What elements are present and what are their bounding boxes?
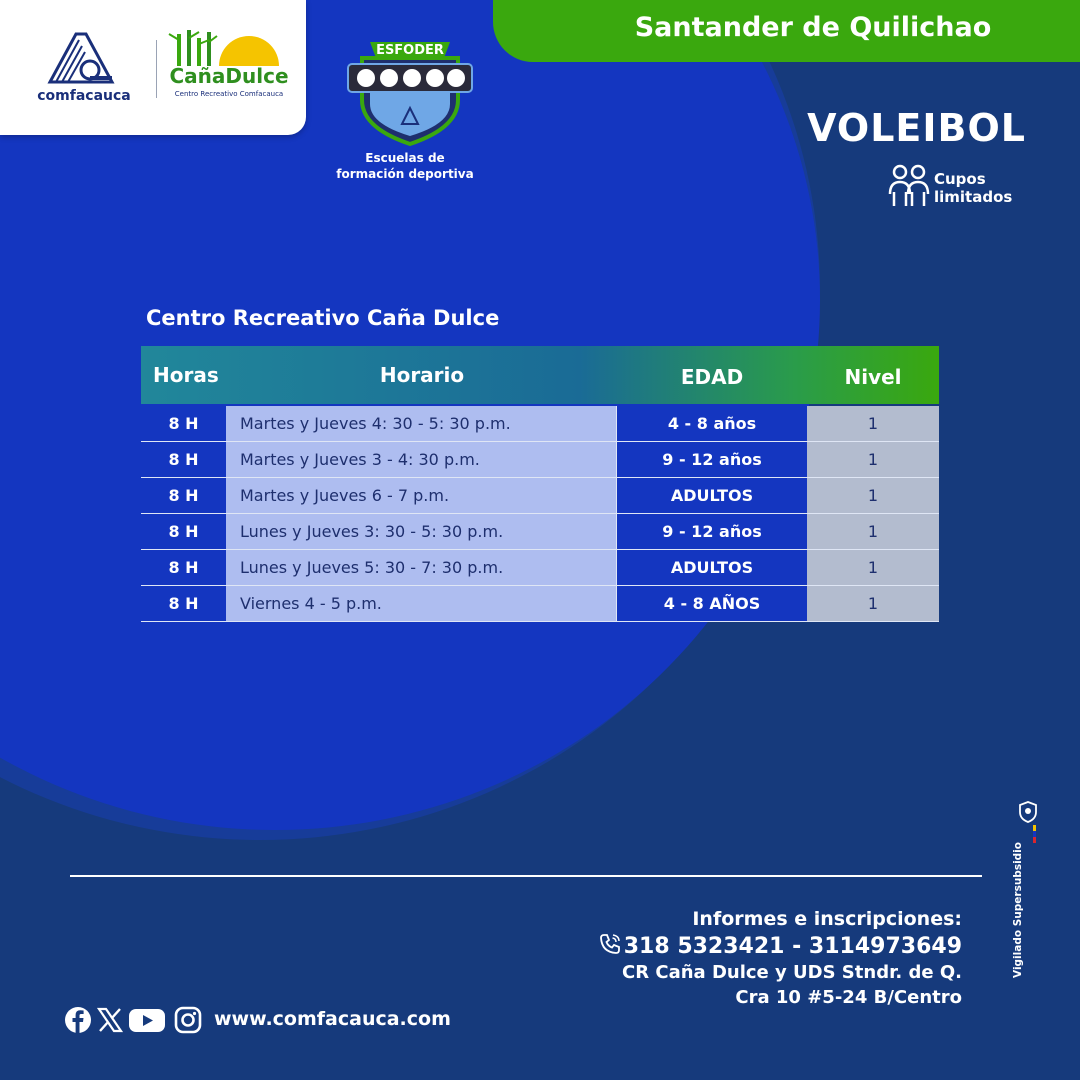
esfoder-label: ESFODER <box>376 43 444 58</box>
cell-horario: Viernes 4 - 5 p.m. <box>226 586 616 621</box>
column-header-horas: Horas <box>153 363 219 387</box>
esfoder-caption-line-2: formación deportiva <box>336 167 474 181</box>
comfacauca-mark-icon <box>28 30 140 88</box>
table-row <box>141 586 939 622</box>
instagram-icon[interactable] <box>174 1006 202 1034</box>
schedule-table <box>141 346 939 622</box>
cell-nivel: 1 <box>807 514 939 549</box>
contact-address-line-2: Cra 10 #5-24 B/Centro <box>735 987 962 1008</box>
x-icon[interactable] <box>96 1006 124 1034</box>
esfoder-caption <box>320 150 490 182</box>
column-header-nivel: Nivel <box>844 365 902 389</box>
contact-title: Informes e inscripciones: <box>692 908 962 930</box>
location-banner <box>493 0 1080 62</box>
cell-edad: 9 - 12 años <box>616 442 807 477</box>
cupos-limitados <box>886 164 1036 214</box>
table-row <box>141 442 939 478</box>
comfacauca-logo <box>28 30 140 105</box>
venue-title: Centro Recreativo Caña Dulce <box>146 306 500 330</box>
contact-phones[interactable] <box>560 932 962 960</box>
contact-address-line-1: CR Caña Dulce y UDS Stndr. de Q. <box>622 962 962 983</box>
cell-horas: 8 H <box>141 514 226 549</box>
table-row <box>141 478 939 514</box>
contact-phone-numbers: 318 5323421 - 3114973649 <box>623 934 962 959</box>
cell-horas: 8 H <box>141 478 226 513</box>
cell-nivel: 1 <box>807 478 939 513</box>
cupos-text <box>934 170 1012 206</box>
cell-horas: 8 H <box>141 550 226 585</box>
cell-horario: Lunes y Jueves 5: 30 - 7: 30 p.m. <box>226 550 616 585</box>
cupos-line-2: limitados <box>934 188 1013 206</box>
colombia-flag-bar <box>1033 825 1036 843</box>
youtube-icon[interactable] <box>128 1006 166 1034</box>
people-icon <box>886 164 932 210</box>
column-header-edad: EDAD <box>680 365 744 389</box>
comfacauca-name: comfacauca <box>37 88 131 104</box>
logo-card <box>0 0 306 135</box>
cell-horario: Martes y Jueves 6 - 7 p.m. <box>226 478 616 513</box>
cana-dulce-logo <box>167 30 291 105</box>
facebook-icon[interactable] <box>64 1006 92 1034</box>
cell-horario: Lunes y Jueves 3: 30 - 5: 30 p.m. <box>226 514 616 549</box>
column-header-horario: Horario <box>379 363 465 387</box>
esfoder-caption-line-1: Escuelas de <box>365 151 445 165</box>
logo-divider <box>156 40 157 98</box>
table-row <box>141 550 939 586</box>
cupos-line-1: Cupos <box>934 170 986 188</box>
cell-nivel: 1 <box>807 550 939 585</box>
cana-dulce-subtitle: Centro Recreativo Comfacauca <box>174 90 284 98</box>
cell-edad: ADULTOS <box>616 550 807 585</box>
cell-horario: Martes y Jueves 4: 30 - 5: 30 p.m. <box>226 406 616 441</box>
cell-horas: 8 H <box>141 586 226 621</box>
table-row <box>141 514 939 550</box>
table-header <box>141 346 939 404</box>
cell-horas: 8 H <box>141 406 226 441</box>
cell-edad: 9 - 12 años <box>616 514 807 549</box>
cell-nivel: 1 <box>807 442 939 477</box>
cell-nivel: 1 <box>807 586 939 621</box>
vigilado-supersubsidio-text: Vigilado Supersubsidio <box>1012 842 1024 978</box>
cell-edad: ADULTOS <box>616 478 807 513</box>
website-link[interactable]: www.comfacauca.com <box>214 1008 451 1030</box>
cell-edad: 4 - 8 años <box>616 406 807 441</box>
cell-horario: Martes y Jueves 3 - 4: 30 p.m. <box>226 442 616 477</box>
cell-nivel: 1 <box>807 406 939 441</box>
table-row <box>141 406 939 442</box>
cell-horas: 8 H <box>141 442 226 477</box>
cana-dulce-name: CañaDulce <box>169 64 289 88</box>
phone-icon <box>598 932 622 956</box>
location-text: Santander de Quilichao <box>634 12 992 43</box>
footer-divider <box>70 875 982 877</box>
cell-edad: 4 - 8 AÑOS <box>616 586 807 621</box>
sport-title: VOLEIBOL <box>807 106 1026 150</box>
contact-block <box>560 906 962 1010</box>
table-body <box>141 406 939 622</box>
